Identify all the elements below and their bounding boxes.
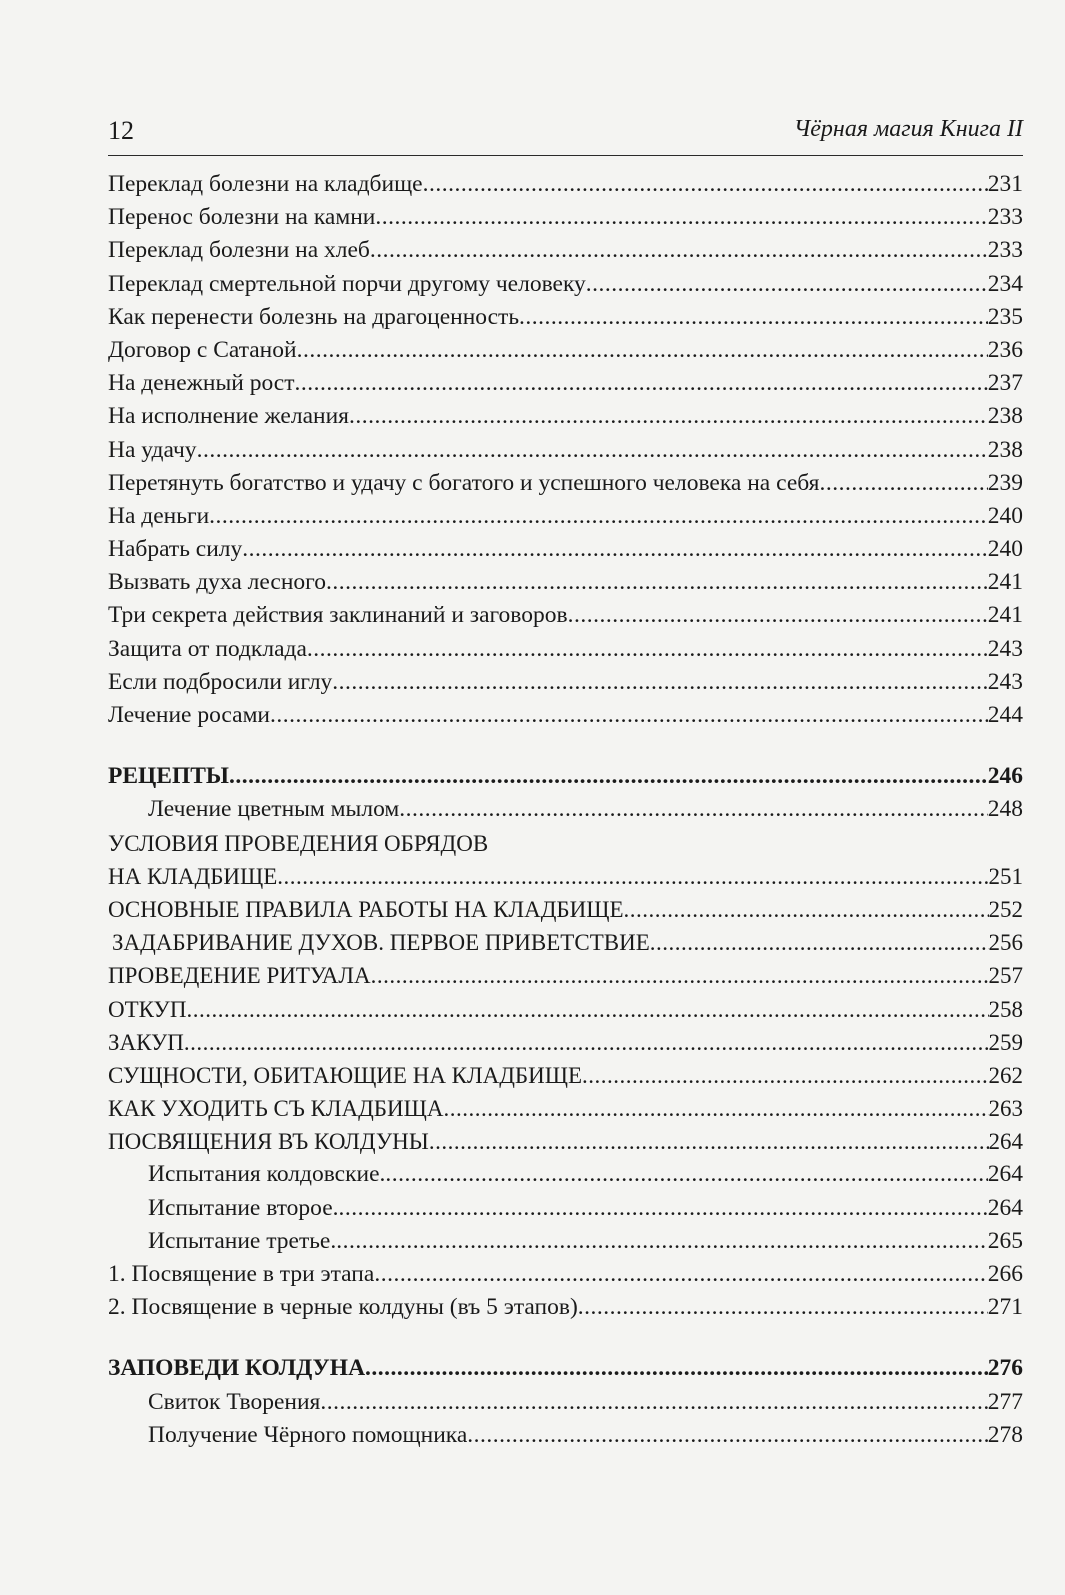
- toc-entry[interactable]: [108, 699, 1023, 732]
- toc-entry-title: Испытание второе.: [148, 1194, 339, 1221]
- toc-entry[interactable]: [108, 467, 1023, 500]
- toc-entry-page: 233: [987, 237, 1023, 264]
- toc-entry-title: 1. Посвящение в три этапа: [108, 1261, 375, 1287]
- toc-entry-page: 236: [987, 336, 1023, 363]
- toc-entry-title: Три секрета действия заклинаний и заговоров: [108, 602, 568, 629]
- toc-entry-page: 257: [988, 963, 1023, 989]
- toc-entry-title: 2. Посвящение в черные колдуны (въ 5 этапов): [108, 1294, 578, 1321]
- toc-subentry[interactable]: [108, 1419, 1023, 1452]
- toc-entry-page: 264: [988, 1129, 1023, 1155]
- toc-entry[interactable]: [108, 666, 1023, 699]
- dot-leader: [297, 334, 988, 367]
- dot-leader: [320, 1386, 987, 1419]
- toc-entry-title: Если подбросили иглу: [108, 668, 333, 695]
- toc-entry[interactable]: [108, 1125, 1023, 1158]
- toc-entry-page: 246: [987, 763, 1023, 790]
- toc-entry-title: На денежный рост: [108, 370, 295, 397]
- toc-entry-page: 240: [987, 536, 1023, 563]
- toc-entry-title: На исполнение желания: [108, 403, 349, 430]
- toc-entry[interactable]: [108, 434, 1023, 467]
- toc-entry-page: 262: [988, 1062, 1023, 1088]
- toc-entry-page: 233: [987, 204, 1023, 231]
- toc-entry-heading-line[interactable]: [108, 827, 1023, 860]
- toc-entry[interactable]: [108, 400, 1023, 433]
- toc-entry-page: 266: [987, 1261, 1023, 1287]
- dot-leader: [197, 434, 988, 467]
- toc-entry-page: 231: [987, 171, 1023, 197]
- toc-entry[interactable]: [108, 1092, 1023, 1125]
- toc-entry-page: 252: [988, 896, 1023, 922]
- toc-entry-title: Лечение цветным мылом: [148, 796, 400, 823]
- dot-leader: [332, 666, 987, 699]
- toc-entry-title: Переклад болезни на кладбище: [108, 171, 423, 197]
- toc-entry-title: ЗАПОВЕДИ КОЛДУНА: [108, 1355, 366, 1382]
- toc-subentry[interactable]: [108, 1158, 1023, 1191]
- dot-leader: [184, 1026, 989, 1059]
- toc-entry[interactable]: [108, 566, 1023, 599]
- toc-entry-page: 259: [988, 1029, 1023, 1055]
- toc-entry-page: 251: [988, 863, 1023, 889]
- page-header: [108, 112, 1023, 152]
- toc-entry[interactable]: [108, 268, 1023, 301]
- toc-entry-title: ОТКУП: [108, 996, 187, 1022]
- dot-leader: [209, 500, 988, 533]
- dot-leader: [578, 1291, 988, 1324]
- toc-entry-title: Перетянуть богатство и удачу с богатого и успешного человека на себя: [108, 469, 820, 496]
- toc-entry-page: 238: [987, 403, 1023, 430]
- toc-entry[interactable]: [108, 633, 1023, 666]
- toc-entry-page: 237: [987, 370, 1023, 397]
- dot-leader: [365, 1352, 988, 1385]
- toc-entry-page: 240: [987, 502, 1023, 529]
- dot-leader: [307, 633, 988, 666]
- toc-entry-title: ПРОВЕДЕНИЕ РИТУАЛА: [108, 963, 371, 989]
- toc-entry[interactable]: [108, 893, 1023, 926]
- section-gap: [108, 732, 1023, 760]
- toc-entry[interactable]: [108, 993, 1023, 1026]
- toc-entry-title: Набрать силу: [108, 536, 243, 563]
- dot-leader: [650, 926, 989, 959]
- toc-section-commandments[interactable]: [108, 1352, 1023, 1385]
- toc-entry-title: Перенос болезни на камни: [108, 204, 376, 231]
- toc-entry-title: НА КЛАДБИЩЕ: [108, 863, 278, 889]
- toc-entry-page: 258: [988, 996, 1023, 1022]
- toc-entry-title: Переклад болезни на хлеб: [108, 237, 370, 264]
- toc-entry-page: 244: [987, 702, 1023, 728]
- toc-subentry[interactable]: [108, 1192, 1023, 1225]
- toc-entry-page: 243: [987, 668, 1023, 695]
- dot-leader: [186, 993, 988, 1026]
- toc-entry-page: 276: [987, 1355, 1023, 1382]
- toc-entry-title: Договор с Сатаной: [108, 336, 297, 363]
- toc-entry[interactable]: [108, 201, 1023, 234]
- toc-entry-title: Как перенести болезнь на драгоценность: [108, 303, 520, 330]
- toc-entry-page: 235: [987, 303, 1023, 330]
- dot-leader: [819, 467, 987, 500]
- toc-entry[interactable]: [108, 234, 1023, 267]
- toc-entry-title: На деньги: [108, 502, 210, 529]
- toc-entry-title: РЕЦЕПТЫ: [108, 763, 230, 790]
- dot-leader: [349, 400, 988, 433]
- dot-leader: [374, 1258, 987, 1291]
- toc-entry-page: 243: [987, 635, 1023, 662]
- toc-entry-title: ОСНОВНЫЕ ПРАВИЛА РАБОТЫ НА КЛАДБИЩЕ: [108, 896, 624, 922]
- toc-entry-page: 277: [987, 1388, 1023, 1415]
- toc-entry-page: 263: [988, 1096, 1023, 1122]
- toc-entry-page: 264: [987, 1194, 1023, 1221]
- toc-entry-page: 265: [987, 1227, 1023, 1254]
- toc-entry-title: Испытания колдовские.: [148, 1161, 386, 1188]
- dot-leader: [423, 168, 988, 201]
- toc-entry-title: Испытание третье.: [148, 1227, 337, 1254]
- toc-subentry[interactable]: [108, 1386, 1023, 1419]
- toc-entry-title: ЗАКУП: [108, 1029, 184, 1055]
- dot-leader: [295, 367, 988, 400]
- toc-entry[interactable]: [108, 959, 1023, 992]
- toc-entry-page: 264: [987, 1161, 1023, 1188]
- dot-leader: [242, 533, 987, 566]
- toc-entry-page: 238: [987, 436, 1023, 463]
- toc-entry-page: 241: [987, 569, 1023, 596]
- toc-entry-title: На удачу: [108, 436, 197, 463]
- toc-entry-title: ПОСВЯЩЕНИЯ ВЪ КОЛДУНЫ: [108, 1129, 429, 1155]
- toc-entry[interactable]: [108, 301, 1023, 334]
- toc-entry-title: Защита от подклада: [108, 635, 307, 662]
- dot-leader: [339, 1192, 988, 1225]
- page-number: 12: [108, 116, 134, 145]
- toc-entry-title: Вызвать духа лесного: [108, 569, 326, 596]
- dot-leader: [371, 959, 989, 992]
- toc-entry-title: Лечение росами: [108, 702, 271, 728]
- toc-entry-page: 241: [987, 602, 1023, 629]
- toc-entry-title: ЗАДАБРИВАНИЕ ДУХОВ. ПЕРВОЕ ПРИВЕТСТВИЕ: [112, 930, 650, 956]
- toc-entry-page: 256: [988, 930, 1023, 956]
- dot-leader: [277, 860, 988, 893]
- toc-entry-title: Свиток Творения: [148, 1388, 321, 1415]
- toc-entry-title: Получение Чёрного помощника: [148, 1421, 468, 1448]
- dot-leader: [399, 793, 988, 826]
- toc-entry[interactable]: [108, 599, 1023, 632]
- running-title: Чёрная магия Книга II: [793, 116, 1023, 142]
- toc-entry[interactable]: [108, 500, 1023, 533]
- dot-leader: [370, 234, 988, 267]
- toc-subentry[interactable]: [108, 1225, 1023, 1258]
- toc-entry-title: УСЛОВИЯ ПРОВЕДЕНИЯ ОБРЯДОВ: [108, 830, 489, 856]
- dot-leader: [568, 599, 988, 632]
- dot-leader: [519, 301, 988, 334]
- toc-entry[interactable]: [108, 926, 1023, 959]
- toc-entry[interactable]: [108, 334, 1023, 367]
- dot-leader: [624, 893, 989, 926]
- toc-entry-page: 239: [987, 469, 1023, 496]
- toc-entry[interactable]: [108, 367, 1023, 400]
- toc-entry-page: 234: [987, 270, 1023, 297]
- dot-leader: [336, 1225, 988, 1258]
- toc-entry[interactable]: [108, 533, 1023, 566]
- toc-entry-title: КАК УХОДИТЬ СЪ КЛАДБИЩА: [108, 1096, 444, 1122]
- toc-section-recipes[interactable]: [108, 760, 1023, 793]
- toc-subentry[interactable]: [108, 793, 1023, 826]
- dot-leader: [429, 1125, 989, 1158]
- dot-leader: [467, 1419, 987, 1452]
- toc-entry[interactable]: [108, 860, 1023, 893]
- dot-leader: [375, 201, 987, 234]
- toc-entry[interactable]: [108, 1291, 1023, 1324]
- toc-entry[interactable]: [108, 168, 1023, 201]
- dot-leader: [270, 699, 988, 732]
- toc-entry[interactable]: [108, 1026, 1023, 1059]
- toc-entry-title: Переклад смертельной порчи другому человеку: [108, 270, 586, 297]
- dot-leader: [443, 1092, 988, 1125]
- toc-entry-page: 248: [987, 796, 1023, 823]
- dot-leader: [385, 1158, 987, 1191]
- section-gap: [108, 1324, 1023, 1352]
- dot-leader: [229, 760, 988, 793]
- toc-entry-page: 278: [987, 1421, 1023, 1448]
- dot-leader: [586, 268, 988, 301]
- toc-entry-title: СУЩНОСТИ, ОБИТАЮЩИЕ НА КЛАДБИЩЕ: [108, 1062, 582, 1088]
- dot-leader: [582, 1059, 989, 1092]
- dot-leader: [326, 566, 988, 599]
- toc-entry-page: 271: [987, 1294, 1023, 1321]
- header-rule: [108, 155, 1023, 156]
- table-of-contents: [108, 168, 1023, 1452]
- toc-entry[interactable]: [108, 1059, 1023, 1092]
- toc-entry[interactable]: [108, 1258, 1023, 1291]
